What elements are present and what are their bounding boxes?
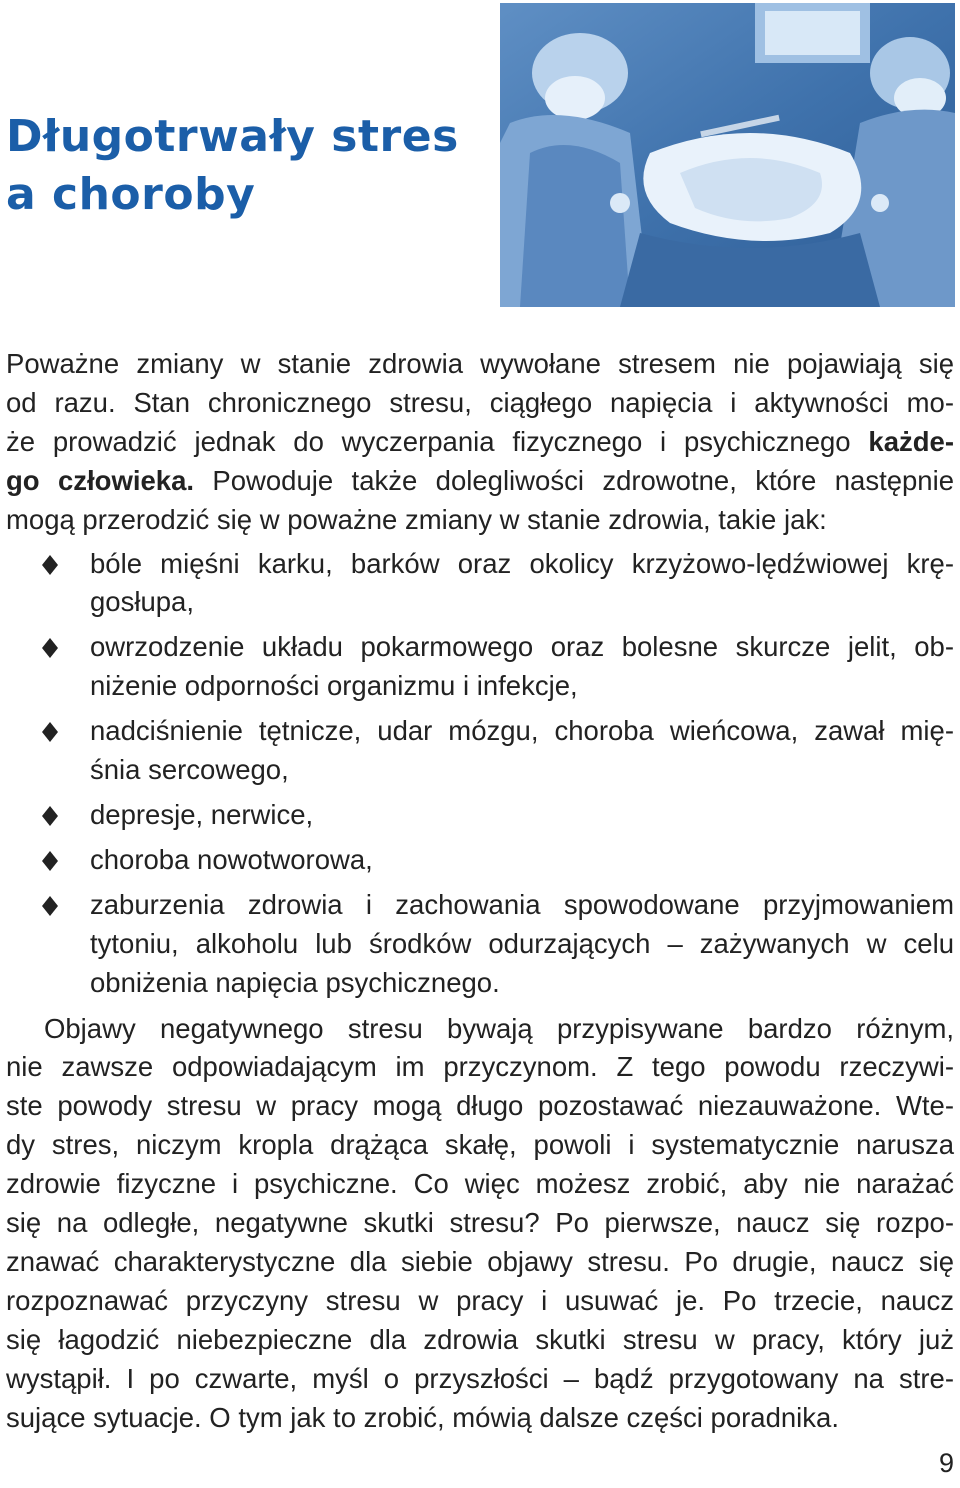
diamond-bullet-icon (42, 638, 58, 658)
list-item-line: nadciśnienie tętnicze, udar mózgu, choroba wieńcowa, zawał mię- (90, 715, 954, 747)
list-item (6, 628, 954, 706)
diamond-bullet-icon (42, 722, 58, 742)
closing-line: się łagodzić niebezpieczne dla zdrowia skutki stresu w pracy, który już (6, 1323, 954, 1355)
list-item (6, 712, 954, 790)
intro-line (6, 462, 954, 501)
list-item-line: gosłupa, (90, 586, 194, 618)
surgery-photo (500, 3, 955, 307)
closing-line: sujące sytuacje. O tym jak to zrobić, mówią dalsze części poradnika. (6, 1401, 839, 1433)
closing-line: dy stres, niczym kropla drążąca skałę, powoli i systematycznie narusza (6, 1129, 954, 1161)
list-item-line: tytoniu, alkoholu lub środków odurzających – zażywanych w celu (90, 927, 954, 959)
list-item-line: owrzodzenie układu pokarmowego oraz bolesne skurcze jelit, ob- (90, 631, 954, 663)
page-number: 9 (938, 1448, 954, 1478)
intro-line: Poważne zmiany w stanie zdrowia wywołane stresem nie pojawiają się (6, 348, 954, 379)
list-item (6, 796, 954, 835)
list-item-line: niżenie odporności organizmu i infekcje, (90, 670, 578, 702)
diamond-bullet-icon (42, 555, 58, 575)
closing-line: wystąpił. I po czwarte, myśl o przyszłości – bądź przygotowany na stre- (6, 1362, 954, 1394)
list-item-line: obniżenia napięcia psychicznego. (90, 966, 500, 998)
list-item-line: bóle mięśni karku, barków oraz okolicy krzyżowo-lędźwiowej krę- (90, 547, 954, 579)
closing-line: ste powody stresu w pracy mogą długo pozostawać niezauważone. Wte- (6, 1090, 954, 1122)
page-title (6, 108, 486, 224)
intro-line: mogą przerodzić się w poważne zmiany w stanie zdrowia, takie jak: (6, 503, 827, 535)
intro-bold-text: go człowieka. (6, 464, 195, 496)
intro-bold-text: każde- (868, 425, 955, 457)
closing-line: Objawy negatywnego stresu bywają przypisywane bardzo różnym, (44, 1012, 954, 1044)
list-item-line: zaburzenia zdrowia i zachowania spowodowane przyjmowaniem (90, 888, 954, 920)
list-item (6, 545, 954, 623)
closing-line: się na odległe, negatywne skutki stresu? Po pierwsze, naucz się rozpo- (6, 1207, 954, 1239)
page-title-line-2: a choroby (6, 169, 256, 220)
diamond-bullet-icon (42, 806, 58, 826)
intro-text: Powoduje także dolegliwości zdrowotne, które następnie (194, 464, 954, 496)
article-body (6, 345, 954, 1437)
closing-line: nie zawsze odpowiadającym im przyczynom. Z tego powodu rzeczywi- (6, 1051, 954, 1083)
list-item-line: choroba nowotworowa, (90, 843, 373, 875)
list-item (6, 841, 954, 880)
closing-line: znawać charakterystyczne dla siebie objawy stresu. Po drugie, naucz się (6, 1245, 954, 1277)
surgery-photo-icon (500, 3, 955, 307)
list-item-line: śnia sercowego, (90, 754, 289, 786)
list-item-line: depresje, nerwice, (90, 798, 314, 830)
intro-text: że prowadzić jednak do wyczerpania fizycznego i psychicznego (6, 425, 851, 457)
diamond-bullet-icon (42, 896, 58, 916)
closing-line: zdrowie fizyczne i psychiczne. Co więc możesz zrobić, aby nie narażać (6, 1168, 954, 1200)
diamond-bullet-icon (42, 851, 58, 871)
intro-line: od razu. Stan chronicznego stresu, ciągłego napięcia i aktywności mo- (6, 386, 954, 418)
page-title-line-1: Długotrwały stres (6, 111, 459, 162)
intro-line (6, 423, 954, 462)
symptom-list (6, 545, 954, 1003)
list-item (6, 886, 954, 1003)
closing-line: rozpoznawać przyczyny stresu w pracy i usuwać je. Po trzecie, naucz (6, 1284, 954, 1316)
